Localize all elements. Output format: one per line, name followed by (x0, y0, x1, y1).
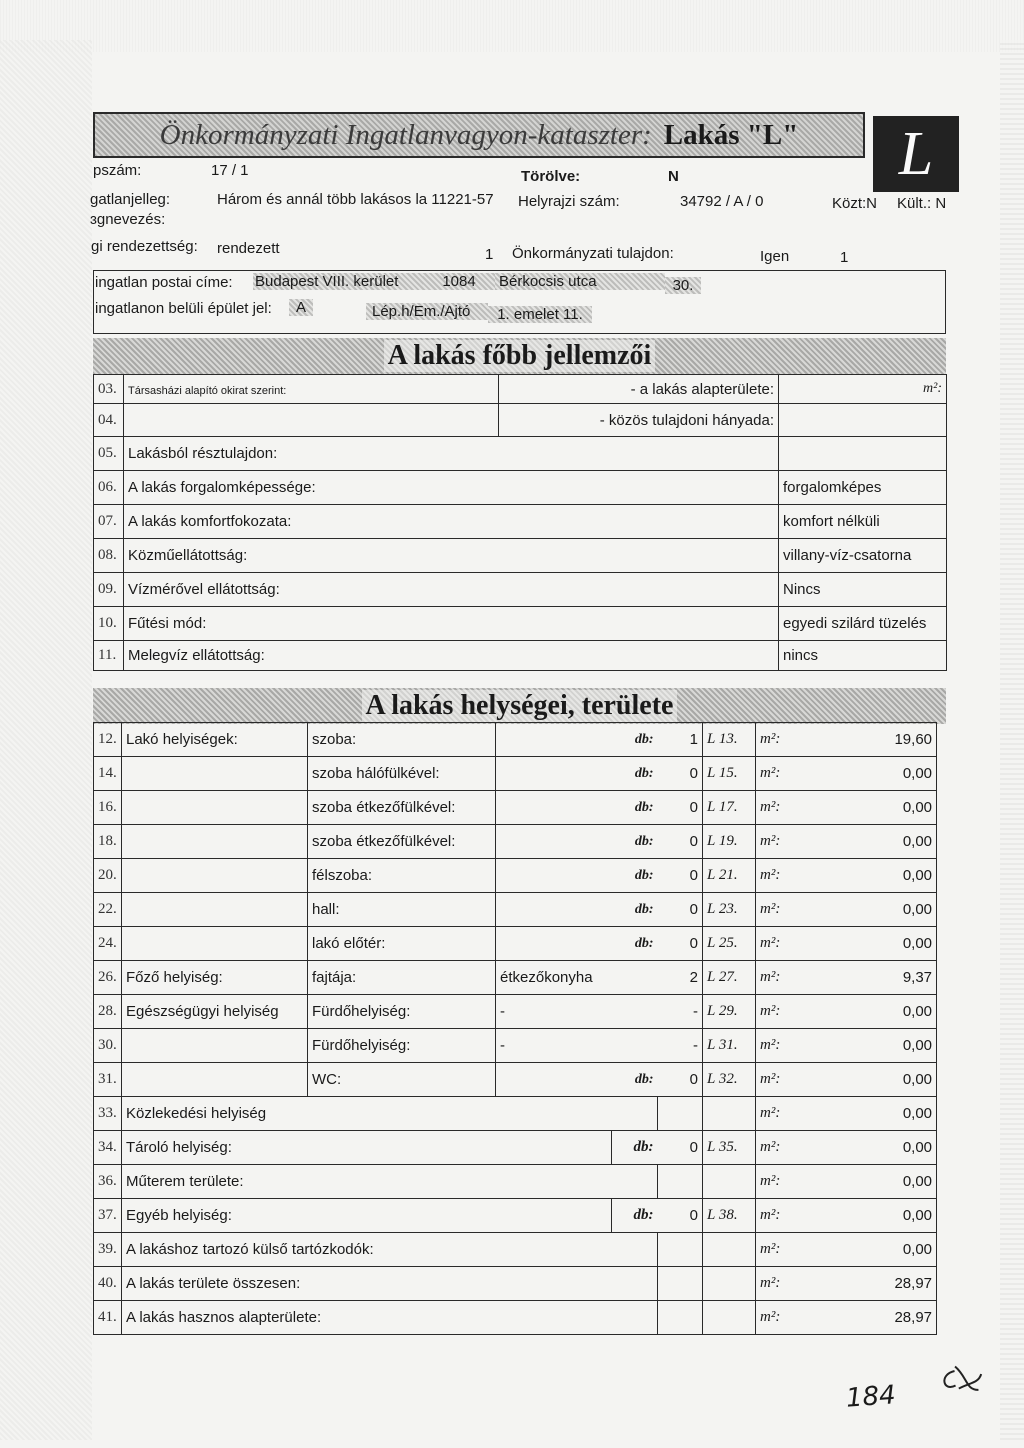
feature-value: komfort nélküli (783, 513, 880, 530)
feature-value: nincs (783, 647, 819, 664)
room-value-cell (496, 825, 658, 859)
room-count (658, 1267, 703, 1301)
l-code: L 32. (703, 1063, 756, 1097)
room-summary-label: A lakás hasznos alapterülete: (122, 1301, 658, 1335)
room-value-cell (496, 927, 658, 961)
row-number: 30. (94, 1029, 122, 1063)
room-count: 0 (658, 791, 703, 825)
l-code: L 38. (703, 1199, 756, 1233)
row-number: 37. (94, 1199, 122, 1233)
rendezettseg-label: gi rendezettség: (91, 238, 198, 255)
feature-value-cell (779, 375, 947, 404)
area-unit: m²: (756, 1029, 811, 1063)
feature-value: forgalomképes (783, 479, 882, 496)
room-count (658, 1165, 703, 1199)
feature-value-cell (779, 471, 947, 505)
feature-row (94, 573, 947, 607)
row-number: 20. (94, 859, 122, 893)
area-unit: m²: (756, 1301, 811, 1335)
room-row (94, 757, 937, 791)
db-label: db: (634, 833, 654, 849)
floor-door-label: Lép.h/Em./Ajtó (366, 303, 488, 320)
room-area: 0,00 (811, 1131, 937, 1165)
room-type: Fürdőhelyiség: (308, 995, 496, 1029)
signature-scribble-icon (920, 1344, 997, 1421)
onk-tulajdon-label: Önkormányzati tulajdon: (512, 245, 674, 262)
room-value-cell (496, 859, 658, 893)
row-number: 31. (94, 1063, 122, 1097)
document-title-type: Lakás "L" (663, 118, 799, 151)
room-summary-row (94, 1097, 937, 1131)
room-summary-row (94, 1165, 937, 1199)
room-area: 28,97 (811, 1267, 937, 1301)
row-number: 33. (94, 1097, 122, 1131)
feature-label: A lakás komfortfokozata: (124, 505, 779, 539)
l-code (703, 1233, 756, 1267)
onk-tulajdon-code: 1 (840, 249, 849, 266)
area-unit: m²: (756, 927, 811, 961)
feature-row (94, 471, 947, 505)
room-summary-label: A lakáshoz tartozó külső tartózkodók: (122, 1233, 658, 1267)
room-count: 2 (658, 961, 703, 995)
room-count (658, 1097, 703, 1131)
room-count: 0 (658, 825, 703, 859)
page-number-handwritten: 184 (845, 1380, 897, 1414)
onk-tulajdon-value: Igen (760, 248, 790, 265)
rendezettseg-code: 1 (485, 246, 494, 263)
feature-label-cell (124, 375, 499, 404)
area-unit: m²: (756, 961, 811, 995)
room-row (94, 927, 937, 961)
room-area: 19,60 (811, 723, 937, 757)
area-unit: m²: (756, 825, 811, 859)
room-summary-label: Tároló helyiség: (122, 1131, 612, 1165)
row-number: 28. (94, 995, 122, 1029)
room-count: - (658, 995, 703, 1029)
area-unit: m²: (756, 1267, 811, 1301)
room-group (122, 1029, 308, 1063)
room-summary-label: Műterem területe: (122, 1165, 658, 1199)
room-area: 0,00 (811, 995, 937, 1029)
room-area: 9,37 (811, 961, 937, 995)
area-unit: m²: (756, 1233, 811, 1267)
feature-value: egyedi szilárd tüzelés (783, 615, 927, 632)
db-label: db: (634, 1071, 654, 1087)
room-value-cell (496, 893, 658, 927)
building-mark-label: ingatlanon belüli épület jel: (95, 300, 272, 317)
signature (920, 1344, 1000, 1428)
room-summary-row (94, 1267, 937, 1301)
room-value: étkezőkonyha (500, 969, 593, 986)
area-unit: m²: (756, 859, 811, 893)
jelleg-label: gatlanjelleg: (90, 191, 171, 208)
l-code: L 29. (703, 995, 756, 1029)
room-group (122, 859, 308, 893)
row-number: 26. (94, 961, 122, 995)
room-row (94, 723, 937, 757)
row-number: 24. (94, 927, 122, 961)
row-number: 10. (94, 607, 124, 641)
room-row (94, 961, 937, 995)
room-value-cell (496, 1029, 658, 1063)
postal-address-label: ingatlan postai címe: (95, 274, 233, 291)
room-group (122, 757, 308, 791)
area-unit: m²: (756, 893, 811, 927)
l-code: L 31. (703, 1029, 756, 1063)
feature-label: Vízmérővel ellátottság: (124, 573, 779, 607)
room-row (94, 1063, 937, 1097)
room-type: szoba: (308, 723, 496, 757)
room-group: Főző helyiség: (122, 961, 308, 995)
room-count: - (658, 1029, 703, 1063)
room-type: Fürdőhelyiség: (308, 1029, 496, 1063)
feature-row (94, 641, 947, 671)
room-area: 0,00 (811, 1165, 937, 1199)
l-code: L 13. (703, 723, 756, 757)
room-area: 0,00 (811, 757, 937, 791)
feature-label: Lakásból résztulajdon: (124, 437, 779, 471)
feature-value: Nincs (783, 581, 821, 598)
db-label: db: (612, 1199, 658, 1233)
feature-row (94, 404, 947, 437)
room-group (122, 1063, 308, 1097)
room-type: lakó előtér: (308, 927, 496, 961)
torolve-label: Törölve: (521, 168, 581, 185)
room-row (94, 1029, 937, 1063)
scan-border-right (1000, 40, 1024, 1440)
room-area: 0,00 (811, 1063, 937, 1097)
jelleg-value: Három és annál több lakásos la 11221-57 (217, 191, 494, 208)
section-rooms-header (93, 688, 946, 724)
address-zip: 1084 (423, 273, 495, 290)
feature-label: Melegvíz ellátottság: (124, 641, 779, 671)
section-main-features-title: A lakás főbb jellemzői (384, 340, 656, 372)
room-summary-row (94, 1233, 937, 1267)
room-area: 0,00 (811, 791, 937, 825)
main-features-table (93, 374, 947, 671)
feature-label: Társasházi alapító okirat szerint: (128, 384, 287, 397)
rendezettseg-value: rendezett (217, 240, 280, 257)
room-area: 0,00 (811, 1233, 937, 1267)
l-code: L 35. (703, 1131, 756, 1165)
section-main-features-header (93, 338, 946, 374)
feature-value-cell (779, 437, 947, 471)
l-code (703, 1165, 756, 1199)
room-group (122, 893, 308, 927)
room-value-cell (496, 995, 658, 1029)
kozt-flag: Közt:N (832, 195, 878, 212)
torolve-value: N (668, 168, 679, 185)
l-code (703, 1267, 756, 1301)
feature-row (94, 505, 947, 539)
room-area: 0,00 (811, 1097, 937, 1131)
row-number: 03. (94, 375, 124, 404)
room-row (94, 859, 937, 893)
area-unit: m²: (756, 995, 811, 1029)
scan-border-top (0, 0, 1024, 52)
room-type: fajtája: (308, 961, 496, 995)
room-row (94, 825, 937, 859)
scan-border-left (0, 40, 92, 1440)
room-value-cell (496, 1063, 658, 1097)
l-code (703, 1097, 756, 1131)
row-number: 14. (94, 757, 122, 791)
row-number: 22. (94, 893, 122, 927)
hrsz-label: Helyrajzi szám: (518, 193, 620, 210)
sorszam-value: 17 / 1 (211, 162, 249, 179)
room-count (658, 1301, 703, 1335)
l-code: L 25. (703, 927, 756, 961)
db-label: db: (634, 901, 654, 917)
feature-label: Fűtési mód: (124, 607, 779, 641)
section-rooms-title: A lakás helységei, területe (362, 690, 678, 722)
room-row (94, 893, 937, 927)
room-type: WC: (308, 1063, 496, 1097)
db-label: db: (634, 935, 654, 951)
rooms-table (93, 722, 937, 1335)
room-type: szoba étkezőfülkével: (308, 791, 496, 825)
l-code: L 27. (703, 961, 756, 995)
building-mark-value: A (289, 299, 313, 316)
l-code (703, 1301, 756, 1335)
row-number: 05. (94, 437, 124, 471)
room-group (122, 791, 308, 825)
feature-sub-label: - a lakás alapterülete: (499, 375, 779, 404)
row-number: 12. (94, 723, 122, 757)
room-count: 0 (658, 893, 703, 927)
room-area: 0,00 (811, 927, 937, 961)
room-value-cell (496, 757, 658, 791)
row-number: 08. (94, 539, 124, 573)
feature-value: villany-víz-csatorna (783, 547, 912, 564)
feature-value-cell (779, 404, 947, 437)
room-group: Egészségügyi helyiség (122, 995, 308, 1029)
feature-label-cell (124, 404, 499, 437)
hrsz-value: 34792 / A / 0 (680, 193, 764, 210)
room-area: 0,00 (811, 893, 937, 927)
room-value: - (500, 1003, 505, 1020)
l-code: L 15. (703, 757, 756, 791)
l-code: L 17. (703, 791, 756, 825)
room-type: félszoba: (308, 859, 496, 893)
room-count: 0 (658, 927, 703, 961)
feature-value-cell (779, 539, 947, 573)
row-number: 40. (94, 1267, 122, 1301)
row-number: 04. (94, 404, 124, 437)
address-city: Budapest VIII. kerület (253, 273, 423, 290)
feature-row (94, 607, 947, 641)
room-area: 0,00 (811, 859, 937, 893)
sorszam-label: pszám: (93, 162, 142, 179)
room-count: 0 (658, 757, 703, 791)
db-label: db: (634, 731, 654, 747)
address-number: 30. (665, 277, 701, 294)
row-number: 36. (94, 1165, 122, 1199)
feature-label: Közműellátottság: (124, 539, 779, 573)
room-group (122, 927, 308, 961)
db-label: db: (612, 1131, 658, 1165)
room-value: - (500, 1037, 505, 1054)
room-group (122, 825, 308, 859)
row-number: 07. (94, 505, 124, 539)
room-value-cell (496, 961, 658, 995)
room-count (658, 1233, 703, 1267)
feature-value-cell (779, 607, 947, 641)
room-area: 0,00 (811, 825, 937, 859)
room-type: szoba étkezőfülkével: (308, 825, 496, 859)
area-unit: m²: (756, 1199, 811, 1233)
area-unit: m²: (756, 1097, 811, 1131)
room-summary-label: Közlekedési helyiség (122, 1097, 658, 1131)
room-count: 0 (658, 1063, 703, 1097)
area-unit: m²: (756, 1063, 811, 1097)
room-summary-row (94, 1301, 937, 1335)
area-unit: m²: (756, 1131, 811, 1165)
db-label: db: (634, 799, 654, 815)
feature-row (94, 437, 947, 471)
room-summary-row (94, 1199, 937, 1233)
megnevezes-label: ɜgnevezés: (90, 211, 166, 228)
feature-value-cell (779, 573, 947, 607)
area-unit: m²: (756, 723, 811, 757)
room-summary-row (94, 1131, 937, 1165)
feature-value-cell (779, 505, 947, 539)
area-unit: m²: (756, 791, 811, 825)
room-row (94, 995, 937, 1029)
l-code: L 23. (703, 893, 756, 927)
room-area: 28,97 (811, 1301, 937, 1335)
room-type: szoba hálófülkével: (308, 757, 496, 791)
room-value-cell (496, 723, 658, 757)
room-value-cell (496, 791, 658, 825)
feature-unit: m²: (923, 381, 943, 396)
area-unit: m²: (756, 757, 811, 791)
row-number: 41. (94, 1301, 122, 1335)
l-code: L 21. (703, 859, 756, 893)
row-number: 06. (94, 471, 124, 505)
db-label: db: (634, 867, 654, 883)
feature-sub-label: - közös tulajdoni hányada: (499, 404, 779, 437)
row-number: 11. (94, 641, 124, 671)
kult-flag: Kült.: N (897, 195, 947, 212)
room-type: hall: (308, 893, 496, 927)
room-area: 0,00 (811, 1029, 937, 1063)
room-area: 0,00 (811, 1199, 937, 1233)
area-unit: m²: (756, 1165, 811, 1199)
document-title-bar (93, 112, 865, 158)
feature-row (94, 375, 947, 404)
row-number: 09. (94, 573, 124, 607)
row-number: 34. (94, 1131, 122, 1165)
db-label: db: (634, 765, 654, 781)
room-group: Lakó helyiségek: (122, 723, 308, 757)
category-badge: L (873, 116, 959, 192)
row-number: 18. (94, 825, 122, 859)
address-street: Bérkocsis utca (495, 273, 665, 290)
room-row (94, 791, 937, 825)
floor-door-value: 1. emelet 11. (488, 306, 592, 323)
room-count: 0 (658, 1199, 703, 1233)
room-count: 0 (658, 1131, 703, 1165)
feature-label: A lakás forgalomképessége: (124, 471, 779, 505)
document-title: Önkormányzati Ingatlanvagyon-kataszter: (159, 118, 652, 151)
l-code: L 19. (703, 825, 756, 859)
room-count: 0 (658, 859, 703, 893)
room-summary-label: Egyéb helyiség: (122, 1199, 612, 1233)
room-summary-label: A lakás területe összesen: (122, 1267, 658, 1301)
room-count: 1 (658, 723, 703, 757)
row-number: 16. (94, 791, 122, 825)
feature-value-cell (779, 641, 947, 671)
feature-row (94, 539, 947, 573)
row-number: 39. (94, 1233, 122, 1267)
